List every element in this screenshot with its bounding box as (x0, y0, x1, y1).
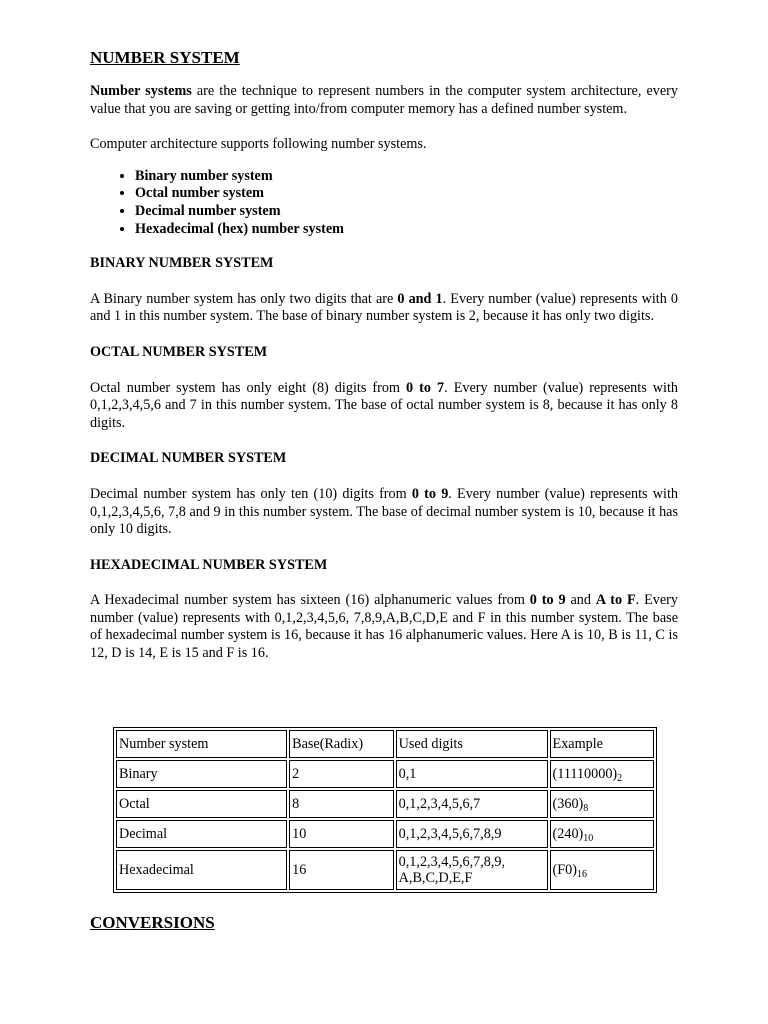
number-systems-list (90, 168, 678, 238)
cell-example (550, 760, 654, 788)
header-cell: Example (550, 730, 654, 758)
table-row (116, 790, 654, 818)
example-value: (11110000) (552, 766, 618, 782)
cell-system: Binary (116, 760, 287, 788)
list-item: • Binary number system (135, 168, 678, 186)
binary-heading: BINARY NUMBER SYSTEM (90, 255, 274, 272)
example-base-subscript: 16 (576, 869, 587, 880)
table-row (116, 760, 654, 788)
octal-text-1: Octal number system has only eight (8) digits from (90, 379, 407, 396)
binary-bold-1: 0 and 1 (397, 290, 443, 307)
list-item: • Decimal number system (135, 203, 678, 221)
hexadecimal-paragraph (90, 592, 678, 662)
binary-text-2: . Every number (value) represents with 0 and 1 in this number system. The base of binary number system is 2, because it has only two digits. (90, 290, 679, 325)
cell-base: 8 (289, 790, 394, 818)
table-row (116, 850, 654, 890)
hex-text-3: . Every number (value) represents with 0,1,2,3,4,5,6, 7,8,9,A,B,C,D,E and F in this number system. The base of hexadecimal number system is 16, because it has 16 alphanumeric values. Here A is 10, B is 11, C is 12, D is 14, E is 15 and F is 16. (90, 592, 678, 662)
conversions-heading: CONVERSIONS (90, 913, 215, 932)
intro-bold-term: Number systems (90, 83, 192, 99)
cell-digits: 0,1,2,3,4,5,6,7,8,9 (396, 820, 548, 848)
cell-digits: 0,1 (396, 760, 548, 788)
header-cell: Number system (116, 730, 287, 758)
cell-base: 2 (289, 760, 394, 788)
cell-system: Decimal (116, 820, 287, 848)
decimal-text-2: . Every number (value) represents with 0,1,2,3,4,5,6, 7,8 and 9 in this number system. The base of decimal number system is 10, because it has only 10 digits. (90, 485, 678, 538)
example-base-subscript: 10 (583, 833, 594, 844)
example-base-subscript: 2 (617, 773, 623, 784)
list-item: • Octal number system (135, 185, 678, 203)
table-header-row (116, 730, 654, 758)
intro-paragraph (90, 83, 678, 118)
list-item: • Hexadecimal (hex) number system (135, 221, 678, 239)
decimal-paragraph (90, 486, 678, 539)
document-title: NUMBER SYSTEM (90, 48, 240, 67)
hex-bold-1: 0 to 9 (529, 592, 566, 609)
binary-text-1: A Binary number system has only two digits that are (90, 290, 398, 307)
hex-bold-2: A to F (595, 592, 636, 609)
header-cell: Used digits (396, 730, 548, 758)
hex-text-2: and (565, 592, 596, 609)
example-value: (240) (552, 826, 584, 842)
intro-text: are the technique to represent numbers in the computer system architecture, every value that you are saving or getting into/from computer memory has a defined number system. (90, 83, 678, 117)
octal-heading: OCTAL NUMBER SYSTEM (90, 343, 268, 360)
cell-example (550, 790, 654, 818)
decimal-bold-1: 0 to 9 (411, 485, 449, 502)
cell-system: Hexadecimal (116, 850, 287, 890)
octal-paragraph (90, 380, 678, 433)
table-row (116, 820, 654, 848)
binary-paragraph (90, 291, 678, 326)
example-base-subscript: 8 (583, 803, 589, 814)
example-value: (360) (552, 796, 584, 812)
cell-example (550, 820, 654, 848)
decimal-heading: DECIMAL NUMBER SYSTEM (90, 450, 287, 467)
header-cell: Base(Radix) (289, 730, 394, 758)
octal-text-2: . Every number (value) represents with 0,1,2,3,4,5,6 and 7 in this number system. The base of octal number system is 8, because it has only 8 digits. (90, 379, 678, 431)
supports-paragraph: Computer architecture supports following number systems. (90, 136, 427, 153)
document-page (90, 48, 678, 681)
cell-base: 10 (289, 820, 394, 848)
octal-bold-1: 0 to 7 (406, 379, 445, 396)
number-system-table (113, 727, 657, 893)
hexadecimal-heading: HEXADECIMAL NUMBER SYSTEM (90, 556, 328, 573)
example-value: (F0) (552, 862, 577, 878)
cell-example (550, 850, 654, 890)
cell-digits: 0,1,2,3,4,5,6,7,8,9, A,B,C,D,E,F (396, 850, 548, 890)
cell-base: 16 (289, 850, 394, 890)
cell-digits: 0,1,2,3,4,5,6,7 (396, 790, 548, 818)
hex-text-1: A Hexadecimal number system has sixteen (16) alphanumeric values from (90, 592, 530, 609)
decimal-text-1: Decimal number system has only ten (10) digits from (90, 485, 412, 502)
cell-system: Octal (116, 790, 287, 818)
